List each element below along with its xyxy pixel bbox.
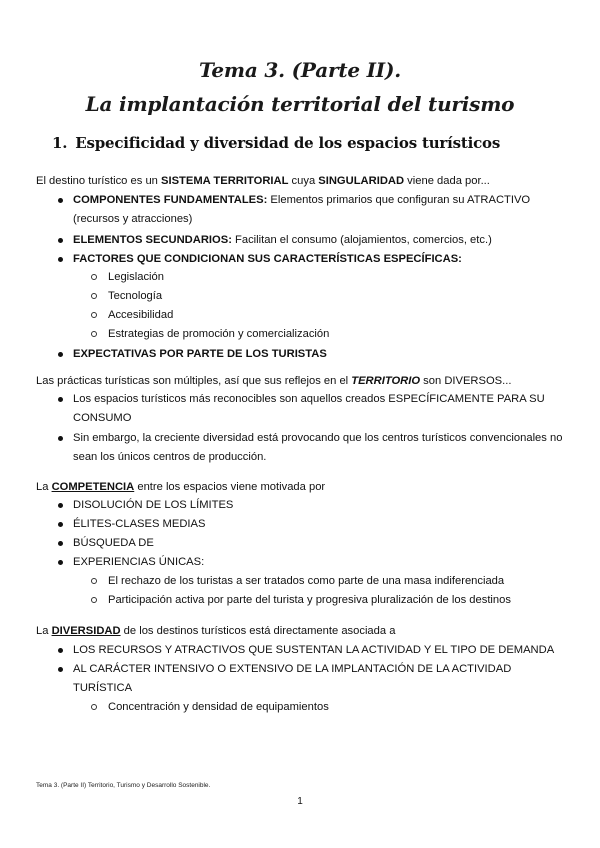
list-item-strong: ELEMENTOS SECUNDARIOS: xyxy=(73,234,232,246)
intro-text-mid: cuya xyxy=(288,175,319,187)
bullet-dot xyxy=(58,667,63,672)
list-item: Los espacios turísticos más reconocibles son aquellos creados ESPECÍFICAMENTE PARA SU xyxy=(73,393,545,405)
bullet-dot xyxy=(58,198,63,203)
sub-bullet-circle xyxy=(91,597,97,603)
sub-bullet-circle xyxy=(91,704,97,710)
list-item xyxy=(73,193,530,207)
list-item: Sin embargo, la creciente diversidad está provocando que los centros turísticos convencionales no xyxy=(73,432,563,444)
list-item-strong: FACTORES QUE CONDICIONAN SUS CARACTERÍSTICAS ESPECÍFICAS: xyxy=(73,253,462,265)
paragraph-text-post: son DIVERSOS... xyxy=(420,375,512,387)
section-number: 1. xyxy=(52,134,68,152)
bullet-dot xyxy=(58,522,63,527)
sub-bullet-circle xyxy=(91,312,97,318)
intro-text-pre: El destino turístico es un xyxy=(36,175,161,187)
intro-strong-singularidad: SINGULARIDAD xyxy=(318,175,405,187)
sub-bullet-circle xyxy=(91,274,97,280)
list-item-strong: COMPONENTES FUNDAMENTALES: xyxy=(73,194,268,206)
bullet-dot xyxy=(58,352,63,357)
sub-list-item: Legislación xyxy=(108,271,164,283)
list-item-continuation: sean los únicos centros de producción. xyxy=(73,451,267,463)
sub-list-item: Accesibilidad xyxy=(108,309,174,321)
page-footer: Tema 3. (Parte II) Territorio, Turismo y Desarrollo Sostenible. xyxy=(36,782,211,789)
sub-list-item: Participación activa por parte del turista y progresiva pluralización de los destinos xyxy=(108,594,511,606)
paragraph-text-post: entre los espacios viene motivada por xyxy=(134,481,326,493)
list-item: BÚSQUEDA DE xyxy=(73,537,154,549)
bullet-dot xyxy=(58,560,63,565)
paragraph-text-pre: La xyxy=(36,481,52,493)
bullet-dot xyxy=(58,436,63,441)
section-heading xyxy=(52,134,500,152)
list-item xyxy=(73,252,462,266)
list-item: LOS RECURSOS Y ATRACTIVOS QUE SUSTENTAN LA ACTIVIDAD Y EL TIPO DE DEMANDA xyxy=(73,644,555,656)
intro-strong-sistema: SISTEMA TERRITORIAL xyxy=(161,175,289,187)
bullet-dot xyxy=(58,648,63,653)
bullet-dot xyxy=(58,397,63,402)
bullet-dot xyxy=(58,503,63,508)
list-item-text: Elementos primarios que configuran su ATRACTIVO xyxy=(267,194,531,206)
list-item: ÉLITES-CLASES MEDIAS xyxy=(73,518,206,530)
list-item xyxy=(73,233,492,247)
paragraph-text-pre: La xyxy=(36,625,52,637)
section-heading-text: Especificidad y diversidad de los espacios turísticos xyxy=(75,134,501,152)
bullet-dot xyxy=(58,257,63,262)
paragraph-practicas xyxy=(36,374,511,388)
list-item: DISOLUCIÓN DE LOS LÍMITES xyxy=(73,499,234,511)
list-item: AL CARÁCTER INTENSIVO O EXTENSIVO DE LA IMPLANTACIÓN DE LA ACTIVIDAD xyxy=(73,663,512,675)
sub-list-item: Concentración y densidad de equipamientos xyxy=(108,701,329,713)
sub-bullet-circle xyxy=(91,331,97,337)
bullet-dot xyxy=(58,541,63,546)
paragraph-text-post: de los destinos turísticos está directamente asociada a xyxy=(120,625,396,637)
sub-bullet-circle xyxy=(91,293,97,299)
paragraph-underlined-term: COMPETENCIA xyxy=(51,481,135,493)
sub-bullet-circle xyxy=(91,578,97,584)
sub-list-item: Tecnología xyxy=(108,290,163,302)
paragraph-diversidad xyxy=(36,624,395,638)
list-item: EXPERIENCIAS ÚNICAS: xyxy=(73,556,205,568)
bullet-dot xyxy=(58,238,63,243)
list-item-continuation: TURÍSTICA xyxy=(73,682,133,694)
intro-paragraph xyxy=(36,174,490,188)
list-item-text: Facilitan el consumo (alojamientos, comercios, etc.) xyxy=(231,234,492,246)
list-item-continuation: (recursos y atracciones) xyxy=(73,213,193,225)
list-item-strong: EXPECTATIVAS POR PARTE DE LOS TURISTAS xyxy=(73,348,327,360)
paragraph-competencia xyxy=(36,480,325,494)
paragraph-underlined-term: DIVERSIDAD xyxy=(51,625,121,637)
document-title-line1: Tema 3. (Parte II). xyxy=(199,58,401,82)
sub-list-item: Estrategias de promoción y comercialización xyxy=(108,328,330,340)
list-item-continuation: CONSUMO xyxy=(73,412,132,424)
paragraph-text-pre: Las prácticas turísticas son múltiples, así que sus reflejos en el xyxy=(36,375,352,387)
document-title-line2: La implantación territorial del turismo xyxy=(85,92,515,116)
list-item xyxy=(73,347,327,361)
page-number: 1 xyxy=(297,796,303,807)
paragraph-emphasis: TERRITORIO xyxy=(351,375,421,387)
intro-text-post: viene dada por... xyxy=(404,175,490,187)
sub-list-item: El rechazo de los turistas a ser tratados como parte de una masa indiferenciada xyxy=(108,575,505,587)
